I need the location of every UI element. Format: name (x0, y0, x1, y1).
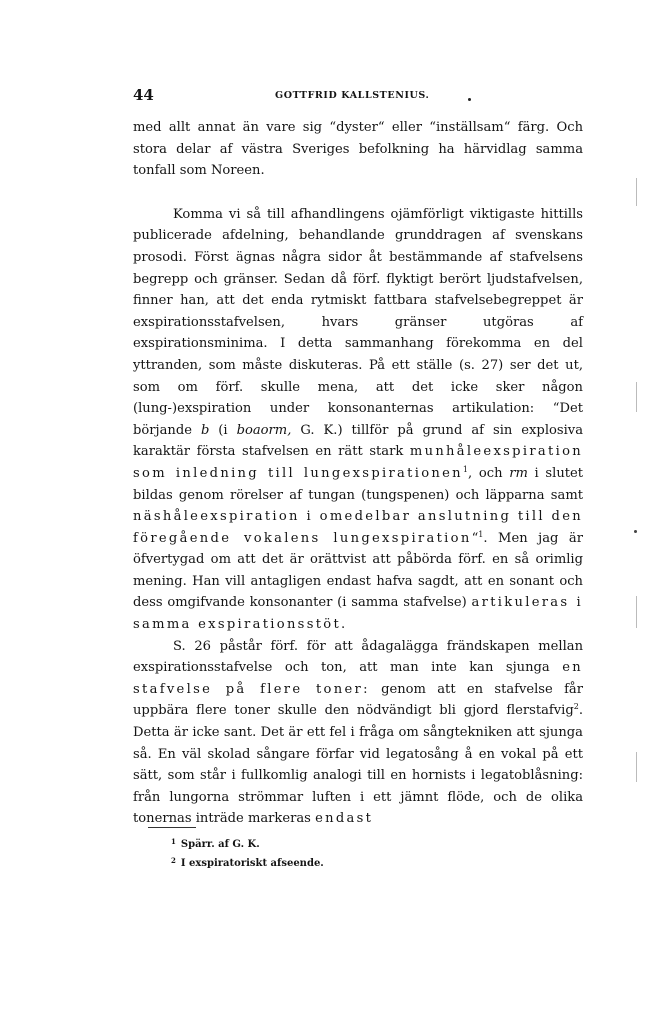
footnote-text: Spärr. af G. K. (180, 839, 260, 850)
text-run: S. 26 påstår förf. för att ådagalägga frändskapen mellan exspirationsstafvelse och ton, att man inte kan sjunga (133, 638, 583, 676)
italic-run: boaorm, (236, 422, 292, 438)
footnote-ref: 1 (462, 464, 469, 474)
paragraph-1: med allt annat än vare sig “dyster“ eller “inställsam“ färg. Och stora delar af västra Sveriges befolkning ha härvidlag samma tonfall som Noreen. (133, 120, 583, 179)
text-run: G. K.) tillför på grund af sin explosiva karaktär första stafvelsen en rätt stark (133, 422, 583, 460)
text-run: . Detta är icke sant. Det är ett fel i fråga om sångtekniken att sjunga så. En väl skolad sångare förfar vid legatosång å en vokal på ett sätt, som står i fullkomlig analogi till en hornists i legatoblåsning: från lungorna strömmar luften i ett jämnt flöde, och de olika tonernas inträde markeras (133, 703, 583, 827)
footnote (171, 834, 324, 853)
text-run: Komma vi så till afhandlingens ojämförligt viktigaste hittills publicerade afdelning, behandlande grunddragen af svenskans prosodi. Först ägnas några sidor åt bestämmande af stafvelsens begrepp och gränser. Sedan då förf. flyktigt berört ljudstafvelsen, finner han, att det enda rytmiskt fattbara stafvelsebegreppet är exspirationsstafvelsen, hvars gränser utgöras af exspirationsminima. I detta sammanhang förekomma en del yttranden, som måste diskuteras. På ett ställe (s. 27) ser det ut, som om förf. skulle mena, att det icke sker någon (lung-)exspiration under konsonanternas artikulation: “Det börjande (133, 206, 583, 438)
margin-scan-mark (636, 178, 637, 206)
italic-run: rm (509, 465, 528, 481)
paragraph-3 (133, 636, 583, 830)
text-run: i slutet bildas genom rörelser af tungan (tungspenen) och läpparna samt (133, 465, 584, 503)
spaced-emphasis: näshåleexspiration i omedelbar anslutning till den föregående vokalens lungexspiration (133, 509, 583, 546)
footnote-text: I exspiratoriskt afseende. (180, 858, 324, 869)
page-header (133, 86, 583, 106)
text-run: . Men jag är öfvertygad om att det är orättvist att påbörda förf. en så orimlig mening. Han vill antagligen endast hafva sagdt, att en sonant och dess omgifvande konsonanter (i samma stafvelse) (133, 530, 583, 611)
print-speck (468, 98, 471, 101)
margin-speck (634, 530, 637, 533)
footnote-divider (148, 827, 196, 828)
italic-run: b (200, 422, 210, 438)
footnote (171, 853, 324, 872)
text-run: , och (468, 465, 510, 481)
page-number: 44 (133, 86, 154, 104)
spaced-emphasis: munhåleexspiration som inledning till lungexspirationen (133, 444, 583, 481)
text-run: “ (471, 530, 479, 546)
footnote-number: 1 (171, 837, 176, 846)
text-run: genom att en stafvelse får uppbära flere toner skulle den nödvändigt bli gjord flerstafvig (133, 681, 583, 719)
margin-scan-mark (636, 752, 637, 782)
footnote-ref: 1 (478, 529, 484, 539)
footnotes (171, 834, 324, 872)
running-head: GOTTFRID KALLSTENIUS. (275, 90, 430, 101)
spaced-emphasis: endast (315, 811, 374, 827)
margin-scan-mark (636, 596, 637, 628)
paragraph-2 (133, 204, 583, 636)
body-text (133, 117, 583, 830)
spaced-emphasis: artikuleras i samma exspirationsstöt. (133, 595, 584, 633)
footnote-number: 2 (171, 856, 176, 865)
footnote-ref: 2 (573, 702, 579, 712)
text-run: (i (209, 422, 237, 438)
margin-scan-mark (636, 382, 637, 412)
spaced-emphasis: en stafvelse på flere toner: (133, 660, 583, 697)
